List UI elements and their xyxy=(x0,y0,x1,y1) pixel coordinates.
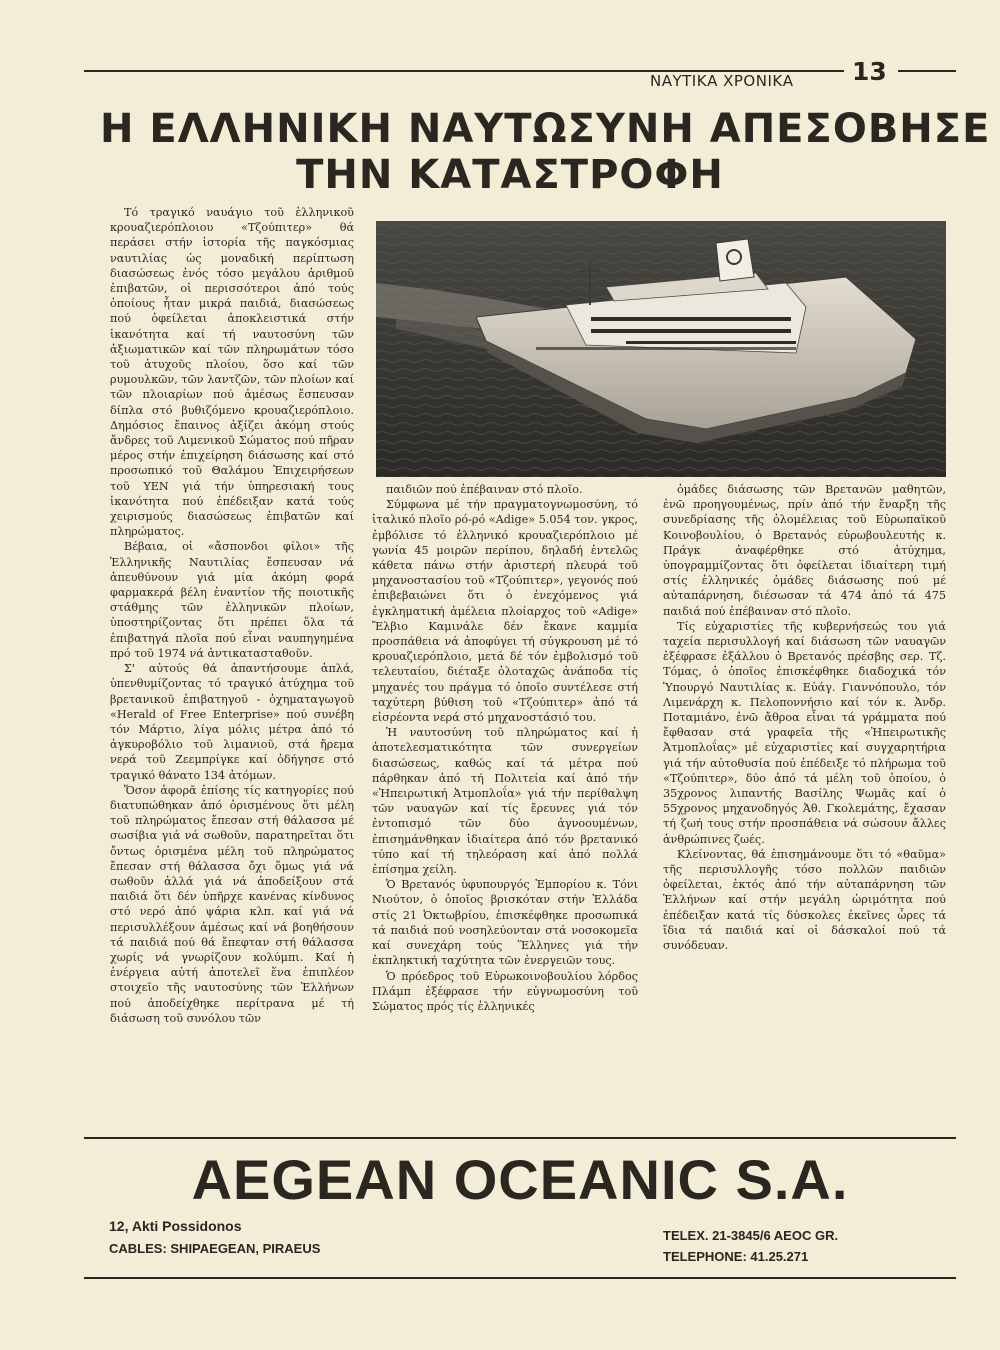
paragraph: Βέβαια, οἱ «ἄσπονδοι φίλοι» τῆς Ἑλληνικῆς Ναυτιλίας ἔσπευσαν νά ἀπευθύνουν γιά μία ἀκόμη φορά φαρμακερά βέλη ἐναντίον τῆς ποιοτικῆς στάθμης τῶν ἑλληνικῶν πλοίων, ὑποστηρίζοντας ὅτι πρέπει ὅλα τά ἐπιβατηγά πλοῖα πού εἶναι ναυπηγημένα πρό τοῦ 1974 νά ἀντικατασταθοῦν. xyxy=(110,540,354,660)
paragraph: ὁμάδες διάσωσης τῶν Βρετανῶν μαθητῶν, ἐνῶ προηγουμένως, πρίν ἀπό τήν ἔναρξη τῆς συνεδρίασης τῆς ὁλομέλειας τοῦ Εὐρωπαϊκοῦ Κοινοβουλίου, ὁ Βρετανός εὐρωβουλευτής κ. Πράγκ ἀναφέρθηκε στό ἀτύχημα, ὑπογραμμίζοντας ὅτι ὀφείλεται ἰδιαίτερη τιμή στίς ἑλληνικές ὁμάδες διάσωσης πού μέ αὐταπάρνηση, διέσωσαν τά 474 ἀπό τά 475 παιδιά πού ἐπέβαιναν στό πλοῖο. xyxy=(663,483,946,618)
paragraph: παιδιῶν πού ἐπέβαιναν στό πλοῖο. xyxy=(386,483,583,496)
header-rule-right xyxy=(898,70,956,72)
paragraph: Σύμφωνα μέ τήν πραγματογνωμοσύνη, τό ἰταλικό πλοῖο ρό-ρό «Adige» 5.054 τον. γκρος, ἐμβόλισε τό ἑλληνικό κρουαζιερόπλοιο μέ γωνία 45 μοιρῶν περίπου, δηλαδή ἐντελῶς κάθετα πάνω στήν ἀριστερή πλευρά τοῦ μηχανοστασίου τοῦ «Τζούπιτερ», γεγονός πού ἐπιβεβαιώνει ὅτι ὁ ἐνεχόμενος γιά ἐγκληματική ἀμέλεια πλοίαρχος τοῦ «Adige» Ἔλβιο Καμινάλε δέν ἔκανε καμμία προσπάθεια νά ἀποφύγει τή σύγκρουση μέ τό κρουαζιερόπλοιο, μετά δέ τόν ἐμβολισμό τοῦ τελευταίου, διέταξε ὁλοταχῶς ἀνάποδα τίς μηχανές του πράγμα τό ὁποῖο συντέλεσε στή ταχύτερη βύθιση τοῦ «Τζούπιτερ» ἀπό τά εἰσρέοντα νερά στό μηχανοστάσιό του. xyxy=(372,498,638,725)
paragraph: Ὁ Βρετανός ὑφυπουργός Ἐμπορίου κ. Τόνι Νιούτον, ὁ ὁποῖος βρισκόταν στήν Ἑλλάδα στίς 21 Ὀκτωβρίου, ἐπισκέφθηκε προσωπικά τά παιδιά πού νοσηλεύονταν στά νοσοκομεῖα καί συνεχάρη τούς Ἕλληνες γιά τήν ἐκπληκτική ταχύτητα τῶν ἐνεργειῶν τους. xyxy=(372,878,638,968)
article-title-line-2: ΤΗΝ ΚΑΤΑΣΤΡΟΦΗ xyxy=(296,152,724,198)
article-title-line-1: Η ΕΛΛΗΝΙΚΗ ΝΑΥΤΩΣΥΝΗ ΑΠΕΣΟΒΗΣΕ xyxy=(100,106,991,152)
advert-rule-bottom xyxy=(84,1277,956,1279)
paragraph: Κλείνοντας, θά ἐπισημάνουμε ὅτι τό «θαῦμα» τῆς περισυλλογῆς τόσο πολλῶν παιδιῶν ὀφείλεται, ἐκτός ἀπό τήν αὐταπάρνηση τῶν Ἑλλήνων καί στήν μεγάλη ὡριμότητα πού ἐπέδειξαν κατά τίς δύσκολες ἐκεῖνες ὧρες τά ἴδια τά παιδιά καί οἱ δάσκαλοί πού τά συνόδευαν. xyxy=(663,847,946,953)
paragraph: Τίς εὐχαριστίες τῆς κυβερνήσεώς του γιά ταχεία περισυλλογή καί διάσωση τῶν ναυαγῶν ἐξέφρασε ἐξάλλου ὁ Βρετανός πρέσβης σερ. Τζ. Τόμας, ὁ ὁποῖος ἐπισκέφθηκε διαδοχικά τόν Ὑπουργό Ναυτιλίας κ. Εὐάγ. Γιαννόπουλο, τόν Λιμενάρχη κ. Πελοποννήσιο καί τόν κ. Ἀνδρ. Ποταμιάνο, ἐνῶ ἄθροα εἶναι τά γράμματα πού ἔφθασαν στά γραφεῖα τῆς «Ἠπειρωτικῆς Ἀτμοπλοΐας» μέ εὐχαριστίες καί συγχαρητήρια γιά τήν αὐτοθυσία πού ἐπέδειξε τό πλήρωμα τοῦ «Τζούπιτερ», δύο ἀπό τά μέλη τοῦ ὁποίου, ὁ 35χρονος λιπαντής Βασίλης Ψωμᾶς καί ὁ 55χρονος μηχανοδηγός Ἀθ. Γκολεμάτης, ἔχασαν τή ζωή τους στήν προσπάθεια νά σώσουν ἄλλες ἀνθρώπινες ζωές. xyxy=(663,619,946,846)
advert-telex: TELEX. 21-3845/6 AEOC GR. xyxy=(663,1228,839,1243)
ship-photograph xyxy=(376,221,946,477)
paragraph: Ἡ ναυτοσύνη τοῦ πληρώματος καί ἡ ἀποτελεσματικότητα τῶν συνεργείων διασώσεως, καθώς καί τά μέτρα πού πάρθηκαν ἀπό τή Πολιτεία καί ἀπό τήν «Ἠπειρωτική Ἀτμοπλοΐα» γιά τήν περίθαλψη τῶν ναυαγῶν καί τίς ἔρευνες γιά τόν ἐντοπισμό τῶν δύο ἀγνοουμένων, ἐπισημάνθηκαν ἰδιαίτερα ἀπό τόν βρετανικό τύπο καί τή τηλεόραση καί ἀπό πολλά ἐπίσημα χείλη. xyxy=(372,726,638,877)
paragraph: Σ' αὐτούς θά ἀπαντήσουμε ἁπλά, ὑπενθυμίζοντας τό τραγικό ἀτύχημα τοῦ βρετανικοῦ ἐπιβατηγοῦ - ὀχηματαγωγοῦ «Herald of Free Enterprise» πού συνέβη τόν Μάρτιο, λίγα μόλις μέτρα ἀπό τό ἀγκυροβόλιο τοῦ λιμανιοῦ, στά ἤρεμα νερά τοῦ Ζεεμπρίγκε καί ὁδήγησε στό τραγικό θάνατο 134 ἀτόμων. xyxy=(110,662,354,782)
advert-company-name: AEGEAN OCEANIC S.A. xyxy=(191,1148,849,1211)
journal-name: ΝΑΥΤΙΚΑ ΧΡΟΝΙΚΑ xyxy=(650,72,794,90)
advert-rule-top xyxy=(84,1137,956,1139)
advert-cables: CABLES: SHIPAEGEAN, PIRAEUS xyxy=(109,1241,321,1256)
advert-telephone: TELEPHONE: 41.25.271 xyxy=(663,1249,809,1264)
paragraph: Τό τραγικό ναυάγιο τοῦ ἑλληνικοῦ κρουαζιερόπλοιου «Τζούπιτερ» θά περάσει στήν ἱστορία τῆς παγκόσμιας ναυτιλίας ὡς μοναδική περίπτωση διασώσεως ἑνός τόσο μεγάλου ἀριθμοῦ ἐπιβατῶν, οἱ περισσότεροι ἀπό τούς ὁποίους ἦταν μικρά παιδιά, διασώσεως πού ὀφείλεται ἀποκλειστικά στήν ἱκανότητα καί τή ναυτοσύνη τῶν ἀξιωματικῶν καί τῶν πληρωμάτων τόσο τοῦ ἀτυχοῦς πλοίου, ὅσο καί τῶν ρυμουλκῶν, τῶν λαντζῶν, τῶν πλοίων καί τῶν πλοιαρίων πού ἀμέσως ἔσπευσαν δίπλα στό βυθιζόμενο κρουαζιερόπλοιο. Δημόσιος ἔπαινος ἀξίζει ἀκόμη στούς ἄνδρες τοῦ Λιμενικοῦ Σώματος πού πῆραν μέρος στήν ἐπιχείρηση διάσωσης καί στό προσωπικό τοῦ Θαλάμου Ἐπιχειρήσεων τοῦ ΥΕΝ γιά τήν ὑπηρεσιακή τους ἱκανότητα πού ἐπέδειξαν κατά τούς χειρισμούς διασώσεως ἐπιβατῶν καί πληρώματος. xyxy=(110,206,354,539)
page-number: 13 xyxy=(852,57,887,86)
advert-street-address: 12, Akti Possidonos xyxy=(109,1218,242,1234)
article-column-1 xyxy=(110,205,354,1026)
article-column-2 xyxy=(372,482,638,1014)
article-column-3 xyxy=(663,482,946,953)
paragraph: Ὁ πρόεδρος τοῦ Εὐρωκοινοβουλίου λόρδος Πλάμπ ἐξέφρασε τήν εὐγνωμοσύνη τοῦ Σώματος πρός τίς ἑλληνικές xyxy=(372,969,638,1013)
paragraph: Ὅσον ἀφορᾶ ἐπίσης τίς κατηγορίες πού διατυπώθηκαν ἀπό ὁρισμένους ὅτι μέλη τοῦ πληρώματος ἔπεσαν στή θάλασσα μέ σωσίβια γιά νά σωθοῦν, παρατηρεῖται ὅτι ὄντως ὁρισμένα μέλη τοῦ πληρώματος ἔπεσαν στή θάλασσα ὄχι ὅμως γιά νά σωθοῦν ἀλλά γιά νά ἀποδείξουν στά παιδιά ὅτι δέν ὑπῆρχε κανένας κίνδυνος στό νερό ἀπό ψάρια κλπ. καί γιά νά περισυλλέξουν ἀμέσως καί νά βοηθήσουν τά παιδιά πού θά ἔπεφταν στή θάλασσα χωρίς νά γνωρίζουν κολύμπι. Καί ἡ ἐνέργεια αὐτή ἀποτελεῖ ἕνα ἐπιπλέον στοιχεῖο τῆς ναυτοσύνης τῶν Ἑλλήνων πού ἀποδείχθηκε περίτρανα μέ τή διάσωση τοῦ συνόλου τῶν xyxy=(110,783,354,1025)
